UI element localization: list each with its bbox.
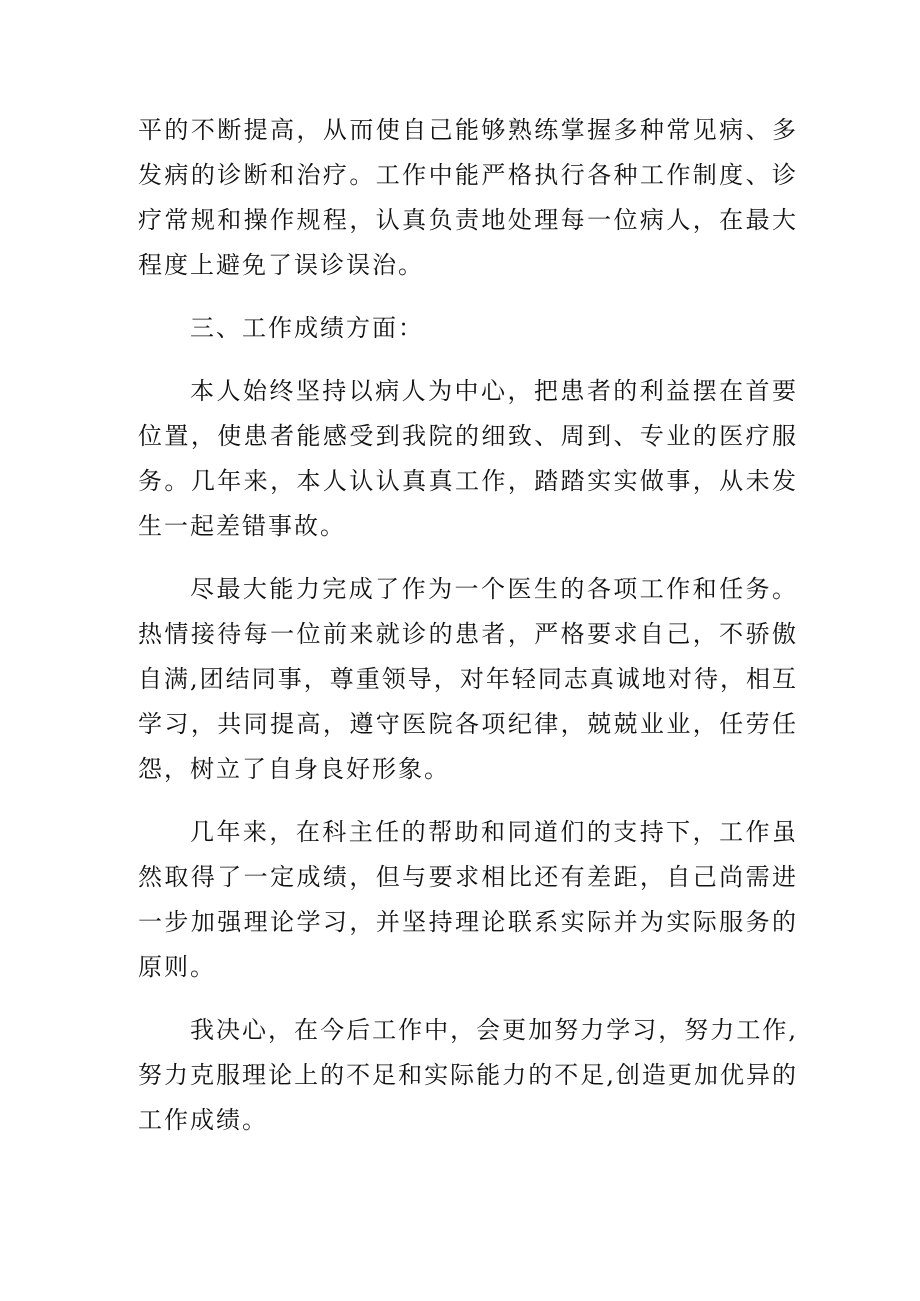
section-heading: 三、工作成绩方面： (190, 314, 424, 342)
paragraph-duties: 尽最大能力完成了作为一个医生的各项工作和任务。热情接待每一位前来就诊的患者，严格要求自己，不骄傲自满,团结同事，尊重领导，对年轻同志真诚地对待，相互学习，共同提高，遵守医院各项纪律，兢兢业业，任劳任怨，树立了自身良好形象。 (138, 575, 798, 783)
paragraph-continuation: 平的不断提高，从而使自己能够熟练掌握多种常见病、多发病的诊断和治疗。工作中能严格执行各种工作制度、诊疗常规和操作规程，认真负责地处理每一位病人，在最大程度上避免了误诊误治。 (138, 116, 798, 279)
document-body (138, 108, 798, 1161)
paragraph-resolution: 我决心，在今后工作中，会更加努力学习，努力工作,努力克服理论上的不足和实际能力的不足,创造更加优异的工作成绩。 (138, 1016, 798, 1134)
paragraph-achievements: 几年来，在科主任的帮助和同道们的支持下，工作虽然取得了一定成绩，但与要求相比还有差距，自己尚需进一步加强理论学习，并坚持理论联系实际并为实际服务的原则。 (138, 818, 798, 981)
paragraph-patient-centered: 本人始终坚持以病人为中心，把患者的利益摆在首要位置，使患者能感受到我院的细致、周到、专业的医疗服务。几年来，本人认认真真工作，踏踏实实做事，从未发生一起差错事故。 (138, 377, 798, 540)
